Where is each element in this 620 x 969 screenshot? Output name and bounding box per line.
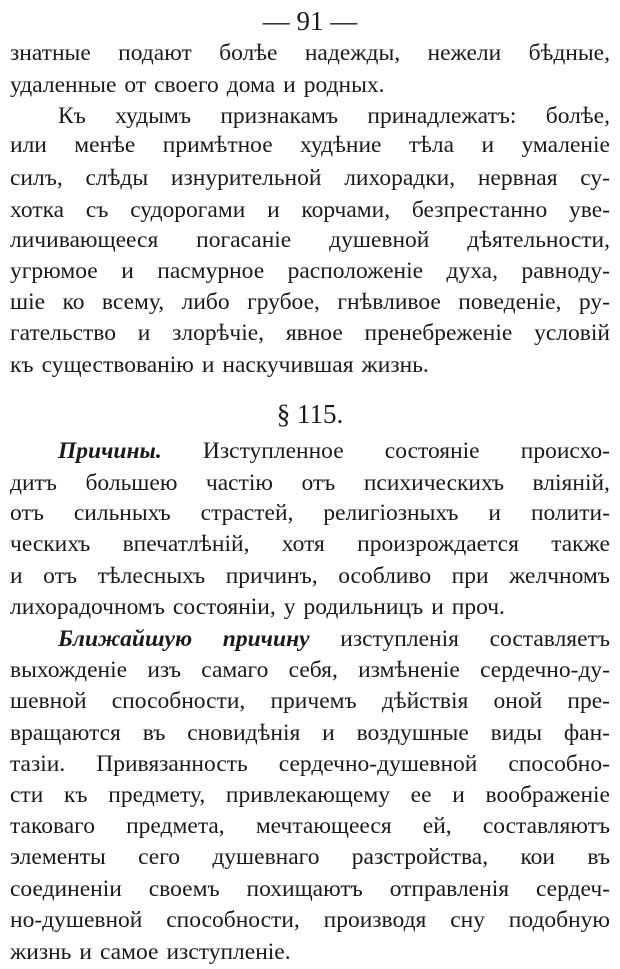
text-line: удаленные от своего дома и родных. (10, 72, 385, 98)
section-heading: § 115. (276, 399, 344, 429)
text-line: шевной способности, причемъ дѣйствія оной пре- (10, 688, 610, 714)
text-line: силъ, слѣды изнурительной лихорадки, нервная су- (10, 165, 610, 191)
text-line: и отъ тѣлесныхъ причинъ, особливо при желчномъ (10, 563, 610, 589)
text-line: хотка съ судорогами и корчами, безпрестанно уве- (10, 197, 610, 223)
text-line: выхожденіе изъ самаго себя, измѣненіе сердечно-ду- (10, 657, 610, 683)
text-line: таковаго предмета, мечтающееся ей, составляютъ (10, 813, 610, 839)
text-line: вращаются въ сновидѣнія и воздушные виды фан- (10, 720, 610, 746)
text-line: сти къ предмету, привлекающему ее и воображеніе (10, 782, 610, 808)
text-line: шіе ко всему, либо грубое, гнѣвливое поведеніе, ру- (10, 289, 610, 315)
text-line: дитъ большею частію отъ психическихъ вліяній, (10, 470, 610, 496)
text-line: Къ худымъ признакамъ принадлежатъ: болѣе, (58, 103, 610, 129)
text-line: отъ сильныхъ страстей, религіозныхъ и полити- (10, 500, 610, 526)
text-line: личивающееся погасаніе душевной дѣятельности, (10, 227, 610, 253)
text-line: лихорадочномъ состояніи, у родильницъ и проч. (10, 594, 505, 620)
text-line: гательство и злорѣчіе, явное пренебреженіе условій (10, 320, 610, 346)
text-line: соединеніи своемъ похищаютъ отправленія сердеч- (10, 876, 610, 902)
text-line: тазіи. Привязанность сердечно-душевной способно- (10, 751, 610, 777)
text-line: Причины. Изступленное состояніе происхо- (58, 438, 610, 464)
text-line: элементы сего душевнаго разстройства, кои въ (10, 844, 610, 870)
text-line: жизнь и самое изступленіе. (10, 939, 291, 965)
text-line: знатные подают болѣе надежды, нежели бѣдные, (10, 40, 610, 66)
text-line: Ближайшую причину изступленія составляетъ (58, 626, 610, 652)
text-line: угрюмое и пасмурное расположеніе духа, равноду- (10, 258, 610, 284)
text-line: ческихъ впечатлѣній, хотя произрождается также (10, 531, 610, 557)
text-line: къ существованію и наскучившая жизнь. (10, 352, 429, 378)
text-line: но-душевной способности, производя сну подобную (10, 907, 610, 933)
page-number: — 91 — (262, 6, 358, 36)
text-line: или менѣе примѣтное худѣние тѣла и умаленіе (10, 132, 610, 158)
